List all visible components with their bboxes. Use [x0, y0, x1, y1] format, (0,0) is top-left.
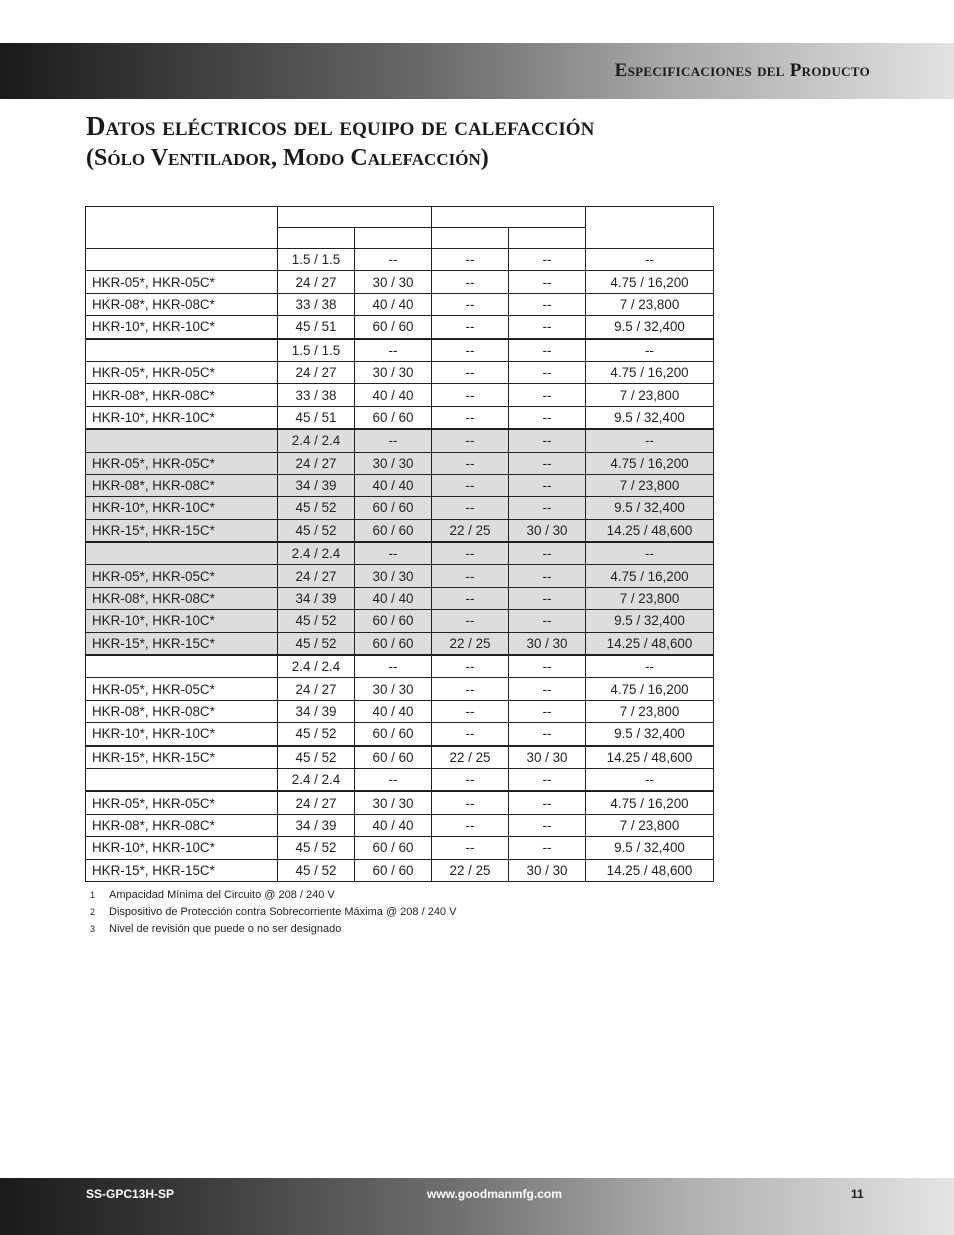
value-cell: 30 / 30	[509, 859, 586, 881]
page-title: Datos eléctricos del equipo de calefacción	[86, 111, 595, 141]
table-row	[86, 452, 714, 474]
value-cell: 9.5 / 32,400	[586, 723, 714, 746]
value-cell: --	[432, 587, 509, 609]
table-row	[86, 293, 714, 315]
value-cell: 22 / 25	[432, 746, 509, 769]
value-cell: 4.75 / 16,200	[586, 791, 714, 814]
table-row	[86, 768, 714, 791]
value-cell: --	[586, 768, 714, 791]
table-row	[86, 859, 714, 881]
value-cell: --	[355, 768, 432, 791]
value-cell: 40 / 40	[355, 384, 432, 406]
table-row	[86, 814, 714, 836]
value-cell: --	[432, 678, 509, 700]
value-cell: --	[432, 249, 509, 271]
value-cell: 9.5 / 32,400	[586, 497, 714, 519]
header-cell-model	[86, 207, 278, 249]
value-cell: --	[509, 791, 586, 814]
model-cell	[86, 249, 278, 271]
value-cell: 30 / 30	[355, 271, 432, 293]
table-row	[86, 587, 714, 609]
value-cell: --	[509, 497, 586, 519]
value-cell: 45 / 52	[278, 859, 355, 881]
value-cell: --	[509, 429, 586, 452]
value-cell: --	[586, 249, 714, 271]
value-cell: 33 / 38	[278, 293, 355, 315]
value-cell: --	[509, 700, 586, 722]
value-cell: --	[509, 474, 586, 496]
page-subtitle: (Sólo Ventilador, Modo Calefacción)	[86, 145, 489, 171]
table-row	[86, 384, 714, 406]
model-cell: HKR-15*, HKR-15C*	[86, 519, 278, 542]
value-cell: --	[509, 655, 586, 678]
value-cell: --	[432, 316, 509, 339]
value-cell: 7 / 23,800	[586, 814, 714, 836]
subheader-cell	[509, 228, 586, 249]
model-cell	[86, 429, 278, 452]
table-row	[86, 791, 714, 814]
value-cell: --	[432, 814, 509, 836]
table-row	[86, 632, 714, 655]
value-cell: --	[355, 249, 432, 271]
subheader-cell	[355, 228, 432, 249]
value-cell: --	[586, 542, 714, 565]
value-cell: --	[432, 837, 509, 859]
value-cell: --	[432, 497, 509, 519]
value-cell: 9.5 / 32,400	[586, 316, 714, 339]
model-cell: HKR-08*, HKR-08C*	[86, 700, 278, 722]
value-cell: 24 / 27	[278, 361, 355, 383]
value-cell: --	[509, 814, 586, 836]
value-cell: 4.75 / 16,200	[586, 565, 714, 587]
value-cell: 60 / 60	[355, 406, 432, 429]
footnote-text: Nivel de revisión que puede o no ser designado	[109, 923, 342, 935]
value-cell: 40 / 40	[355, 474, 432, 496]
value-cell: --	[509, 249, 586, 271]
value-cell: 24 / 27	[278, 678, 355, 700]
table-row	[86, 565, 714, 587]
value-cell: 34 / 39	[278, 700, 355, 722]
table-row	[86, 361, 714, 383]
value-cell: 4.75 / 16,200	[586, 452, 714, 474]
value-cell: 33 / 38	[278, 384, 355, 406]
value-cell: --	[509, 406, 586, 429]
value-cell: --	[432, 610, 509, 632]
footnote-text: Ampacidad Mínima del Circuito @ 208 / 240 V	[109, 889, 335, 901]
value-cell: --	[432, 429, 509, 452]
model-cell: HKR-10*, HKR-10C*	[86, 406, 278, 429]
value-cell: 60 / 60	[355, 632, 432, 655]
footnote-mark: 1	[90, 890, 96, 900]
value-cell: 60 / 60	[355, 610, 432, 632]
value-cell: 34 / 39	[278, 474, 355, 496]
model-cell: HKR-15*, HKR-15C*	[86, 632, 278, 655]
model-cell: HKR-10*, HKR-10C*	[86, 497, 278, 519]
table-row	[86, 497, 714, 519]
table-row	[86, 746, 714, 769]
value-cell: --	[509, 293, 586, 315]
value-cell: --	[509, 361, 586, 383]
table-row	[86, 655, 714, 678]
value-cell: 30 / 30	[355, 565, 432, 587]
value-cell: --	[509, 565, 586, 587]
value-cell: 45 / 52	[278, 723, 355, 746]
table-row	[86, 474, 714, 496]
value-cell: 9.5 / 32,400	[586, 406, 714, 429]
value-cell: 30 / 30	[509, 519, 586, 542]
value-cell: 22 / 25	[432, 859, 509, 881]
value-cell: 1.5 / 1.5	[278, 249, 355, 271]
value-cell: 22 / 25	[432, 632, 509, 655]
footnote-mark: 3	[90, 924, 96, 934]
value-cell: 30 / 30	[355, 361, 432, 383]
table-row	[86, 316, 714, 339]
table-row	[86, 339, 714, 362]
value-cell: --	[509, 587, 586, 609]
table-row	[86, 837, 714, 859]
model-cell: HKR-05*, HKR-05C*	[86, 271, 278, 293]
value-cell: --	[432, 768, 509, 791]
website-url: www.goodmanmfg.com	[427, 1187, 562, 1201]
value-cell: 2.4 / 2.4	[278, 655, 355, 678]
model-cell: HKR-05*, HKR-05C*	[86, 791, 278, 814]
value-cell: --	[355, 542, 432, 565]
table-row	[86, 678, 714, 700]
value-cell: --	[432, 791, 509, 814]
value-cell: --	[509, 316, 586, 339]
model-cell: HKR-10*, HKR-10C*	[86, 316, 278, 339]
value-cell: 2.4 / 2.4	[278, 542, 355, 565]
value-cell: 30 / 30	[355, 678, 432, 700]
value-cell: 30 / 30	[355, 452, 432, 474]
value-cell: --	[432, 271, 509, 293]
value-cell: 24 / 27	[278, 565, 355, 587]
value-cell: 40 / 40	[355, 587, 432, 609]
model-cell: HKR-10*, HKR-10C*	[86, 610, 278, 632]
value-cell: 24 / 27	[278, 452, 355, 474]
value-cell: --	[355, 339, 432, 362]
subheader-cell	[278, 228, 355, 249]
value-cell: --	[509, 542, 586, 565]
heater-electrical-table	[85, 206, 714, 882]
subheader-cell	[432, 228, 509, 249]
value-cell: 2.4 / 2.4	[278, 768, 355, 791]
table-row	[86, 723, 714, 746]
table-row	[86, 610, 714, 632]
value-cell: --	[355, 429, 432, 452]
value-cell: 24 / 27	[278, 271, 355, 293]
value-cell: 14.25 / 48,600	[586, 632, 714, 655]
value-cell: 2.4 / 2.4	[278, 429, 355, 452]
value-cell: --	[509, 384, 586, 406]
footnote-mark: 2	[90, 907, 96, 917]
table-row	[86, 519, 714, 542]
value-cell: --	[432, 452, 509, 474]
value-cell: --	[432, 293, 509, 315]
value-cell: 60 / 60	[355, 316, 432, 339]
section-title: Especificaciones del Producto	[614, 60, 870, 81]
value-cell: --	[586, 655, 714, 678]
value-cell: 4.75 / 16,200	[586, 678, 714, 700]
value-cell: --	[432, 384, 509, 406]
value-cell: --	[509, 837, 586, 859]
value-cell: --	[509, 452, 586, 474]
value-cell: --	[432, 474, 509, 496]
value-cell: 7 / 23,800	[586, 474, 714, 496]
value-cell: 45 / 52	[278, 746, 355, 769]
value-cell: --	[432, 565, 509, 587]
table-header-row	[86, 207, 714, 228]
model-cell: HKR-08*, HKR-08C*	[86, 587, 278, 609]
value-cell: --	[432, 655, 509, 678]
value-cell: --	[432, 406, 509, 429]
footnote-text: Dispositivo de Protección contra Sobrecorriente Máxima @ 208 / 240 V	[109, 906, 457, 918]
value-cell: 22 / 25	[432, 519, 509, 542]
value-cell: 60 / 60	[355, 723, 432, 746]
value-cell: --	[586, 429, 714, 452]
value-cell: 60 / 60	[355, 519, 432, 542]
header-cell-kw-btu	[586, 207, 714, 249]
value-cell: 40 / 40	[355, 814, 432, 836]
model-cell	[86, 542, 278, 565]
value-cell: 9.5 / 32,400	[586, 837, 714, 859]
value-cell: 45 / 52	[278, 519, 355, 542]
value-cell: 14.25 / 48,600	[586, 746, 714, 769]
value-cell: 40 / 40	[355, 700, 432, 722]
value-cell: 60 / 60	[355, 746, 432, 769]
value-cell: --	[509, 678, 586, 700]
value-cell: 14.25 / 48,600	[586, 519, 714, 542]
model-cell	[86, 655, 278, 678]
value-cell: 45 / 52	[278, 610, 355, 632]
value-cell: 34 / 39	[278, 587, 355, 609]
value-cell: --	[509, 339, 586, 362]
model-cell: HKR-08*, HKR-08C*	[86, 814, 278, 836]
value-cell: --	[432, 339, 509, 362]
value-cell: 7 / 23,800	[586, 587, 714, 609]
value-cell: --	[509, 271, 586, 293]
value-cell: 45 / 52	[278, 632, 355, 655]
model-cell: HKR-05*, HKR-05C*	[86, 361, 278, 383]
value-cell: 4.75 / 16,200	[586, 361, 714, 383]
model-cell: HKR-10*, HKR-10C*	[86, 837, 278, 859]
value-cell: 34 / 39	[278, 814, 355, 836]
model-cell: HKR-08*, HKR-08C*	[86, 384, 278, 406]
model-cell: HKR-05*, HKR-05C*	[86, 678, 278, 700]
model-cell: HKR-08*, HKR-08C*	[86, 293, 278, 315]
value-cell: 24 / 27	[278, 791, 355, 814]
table-row	[86, 429, 714, 452]
model-cell	[86, 768, 278, 791]
value-cell: 7 / 23,800	[586, 293, 714, 315]
value-cell: --	[355, 655, 432, 678]
table-row	[86, 542, 714, 565]
footnote	[90, 887, 456, 904]
value-cell: --	[509, 610, 586, 632]
value-cell: --	[509, 723, 586, 746]
header-cell-group-1	[278, 207, 432, 228]
value-cell: 14.25 / 48,600	[586, 859, 714, 881]
model-cell: HKR-08*, HKR-08C*	[86, 474, 278, 496]
value-cell: 60 / 60	[355, 497, 432, 519]
value-cell: 7 / 23,800	[586, 384, 714, 406]
value-cell: 45 / 52	[278, 497, 355, 519]
table-row	[86, 249, 714, 271]
model-cell: HKR-10*, HKR-10C*	[86, 723, 278, 746]
model-cell	[86, 339, 278, 362]
page-number: 11	[851, 1187, 864, 1201]
value-cell: 7 / 23,800	[586, 700, 714, 722]
value-cell: 45 / 51	[278, 406, 355, 429]
value-cell: 60 / 60	[355, 859, 432, 881]
value-cell: 1.5 / 1.5	[278, 339, 355, 362]
value-cell: --	[432, 700, 509, 722]
value-cell: 60 / 60	[355, 837, 432, 859]
value-cell: 9.5 / 32,400	[586, 610, 714, 632]
model-cell: HKR-15*, HKR-15C*	[86, 746, 278, 769]
value-cell: 30 / 30	[509, 632, 586, 655]
footnote	[90, 904, 456, 921]
model-cell: HKR-15*, HKR-15C*	[86, 859, 278, 881]
model-cell: HKR-05*, HKR-05C*	[86, 452, 278, 474]
table-row	[86, 271, 714, 293]
value-cell: --	[432, 542, 509, 565]
value-cell: 30 / 30	[509, 746, 586, 769]
table-row	[86, 700, 714, 722]
value-cell: 4.75 / 16,200	[586, 271, 714, 293]
value-cell: --	[432, 723, 509, 746]
value-cell: --	[432, 361, 509, 383]
table-row	[86, 406, 714, 429]
value-cell: 30 / 30	[355, 791, 432, 814]
document-code: SS-GPC13H-SP	[86, 1187, 175, 1201]
value-cell: 45 / 51	[278, 316, 355, 339]
footnotes	[90, 887, 456, 938]
value-cell: 45 / 52	[278, 837, 355, 859]
value-cell: --	[509, 768, 586, 791]
model-cell: HKR-05*, HKR-05C*	[86, 565, 278, 587]
value-cell: 40 / 40	[355, 293, 432, 315]
footnote	[90, 921, 456, 938]
header-cell-group-2	[432, 207, 586, 228]
value-cell: --	[586, 339, 714, 362]
